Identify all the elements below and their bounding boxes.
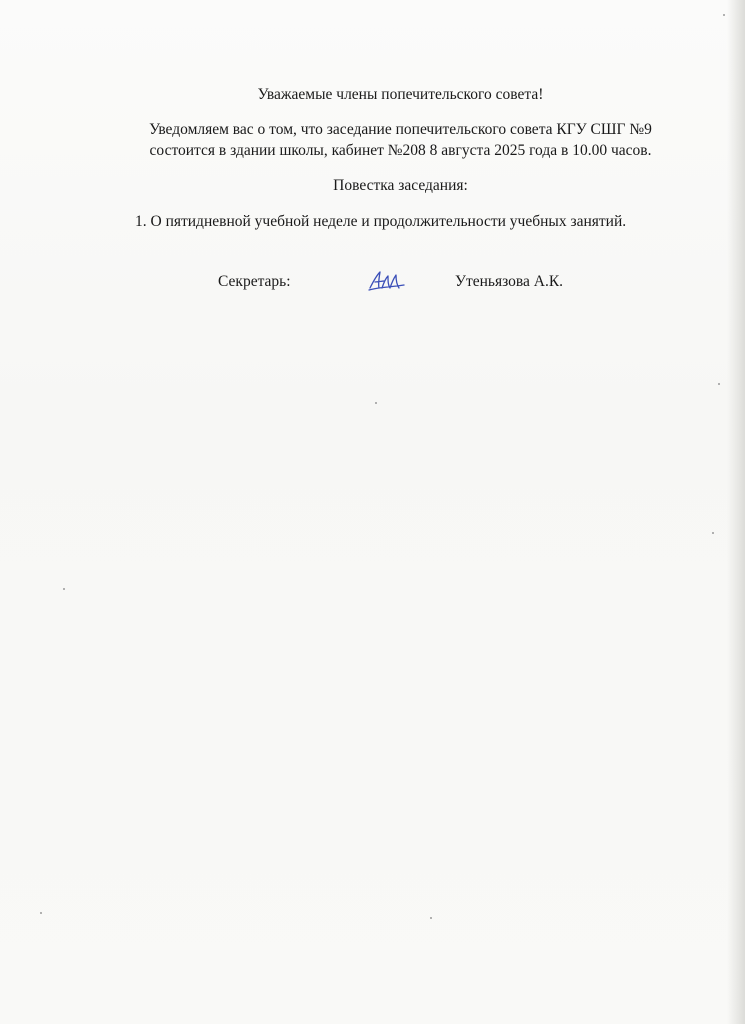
agenda-title: Повестка заседания: [333, 177, 468, 194]
secretary-name: Утеньязова А.К. [455, 273, 564, 290]
signature-row [0, 268, 745, 298]
scan-speck [712, 532, 714, 534]
secretary-label: Секретарь: [218, 273, 291, 290]
scan-speck [63, 588, 65, 590]
handwritten-signature-icon [366, 268, 406, 294]
scan-speck [718, 383, 720, 385]
agenda-item: 1. О пятидневной учебной неделе и продолжительности учебных занятий. [135, 213, 627, 230]
scan-speck [723, 14, 725, 16]
notice-line-1: Уведомляем вас о том, что заседание попечительского совета КГУ СШГ №9 [149, 121, 652, 138]
greeting-line: Уважаемые члены попечительского совета! [257, 86, 544, 103]
scan-speck [430, 917, 432, 919]
scan-speck [375, 402, 377, 404]
scan-speck [40, 912, 42, 914]
notice-line-2: состоится в здании школы, кабинет №208 8 августа 2025 года в 10.00 часов. [149, 142, 652, 159]
